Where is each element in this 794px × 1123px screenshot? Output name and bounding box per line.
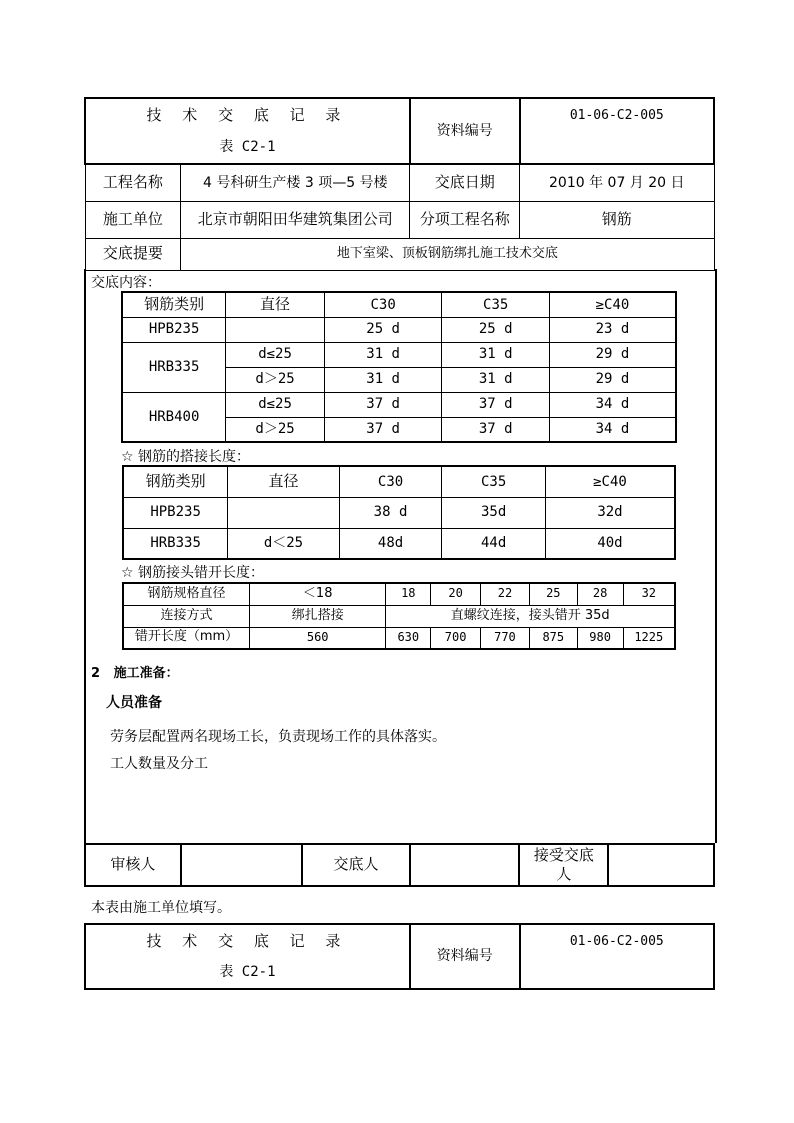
table-cell: 630 <box>386 627 431 649</box>
table-cell: 25 d <box>442 317 550 342</box>
reviewer-signature <box>181 844 303 886</box>
date-value: 2010 年 07 月 20 日 <box>520 164 714 201</box>
section2-heading: 2 施工准备： <box>91 666 179 681</box>
table-cell: d≤25 <box>226 392 325 417</box>
form-title: 技 术 交 底 记 录 <box>146 106 349 125</box>
table-cell: d＞25 <box>226 417 325 442</box>
subitem-value: 钢筋 <box>520 201 714 238</box>
table-cell: 31 d <box>442 367 550 392</box>
summary-value: 地下室梁、顶板钢筋绑扎施工技术交底 <box>181 238 714 270</box>
reviewer-label: 审核人 <box>85 844 181 886</box>
form-title-cell <box>85 924 410 989</box>
table-cell: 44d <box>442 528 546 559</box>
table-cell: 34 d <box>549 392 676 417</box>
table-cell: ＜18 <box>250 583 386 605</box>
contractor-label: 施工单位 <box>85 201 181 238</box>
project-label: 工程名称 <box>85 164 181 201</box>
table-cell: 560 <box>250 627 386 649</box>
form-title-cell <box>85 98 410 164</box>
table-row <box>122 342 676 367</box>
table-cell: 28 <box>577 583 623 605</box>
lap-heading: ☆ 钢筋的搭接长度： <box>121 449 251 465</box>
table-row <box>122 392 676 417</box>
stagger-table <box>122 582 676 650</box>
header-table-2 <box>84 923 715 990</box>
table-cell: 20 <box>431 583 481 605</box>
lap-header: 直径 <box>228 466 340 497</box>
table-cell: HPB235 <box>123 497 228 528</box>
lap-header: 钢筋类别 <box>123 466 228 497</box>
header-table <box>84 97 715 271</box>
discloser-signature <box>410 844 520 886</box>
table-cell: 绑扎搭接 <box>250 605 386 627</box>
table-cell: 40d <box>545 528 675 559</box>
content-label: 交底内容： <box>91 275 161 291</box>
doc-no-value: 01-06-C2-005 <box>520 924 714 989</box>
signature-table <box>84 843 715 887</box>
table-cell <box>228 497 340 528</box>
form-subtitle: 表 C2-1 <box>219 138 276 155</box>
receiver-label <box>519 844 608 886</box>
form-subtitle: 表 C2-1 <box>219 964 276 981</box>
table-cell: d＜25 <box>228 528 340 559</box>
section2-line2: 工人数量及分工 <box>110 756 208 772</box>
table-cell: HRB335 <box>122 342 226 392</box>
anchorage-table <box>121 291 677 443</box>
table-row <box>123 583 675 605</box>
table-cell: 钢筋规格直径 <box>123 583 250 605</box>
table-cell: 22 <box>481 583 530 605</box>
table-cell: 980 <box>577 627 623 649</box>
table-cell: 700 <box>431 627 481 649</box>
doc-no-value: 01-06-C2-005 <box>520 98 714 164</box>
table-row <box>123 497 675 528</box>
anchorage-header: 直径 <box>226 292 325 317</box>
table-cell: 18 <box>386 583 431 605</box>
table-cell: d≤25 <box>226 342 325 367</box>
table-row <box>123 528 675 559</box>
receiver-signature <box>608 844 714 886</box>
table-cell: 38 d <box>339 497 442 528</box>
lap-header: ≥C40 <box>545 466 675 497</box>
lap-header: C30 <box>339 466 442 497</box>
table-cell: 34 d <box>549 417 676 442</box>
table-row <box>122 317 676 342</box>
table-cell: 35d <box>442 497 546 528</box>
table-cell: 37 d <box>442 417 550 442</box>
table-cell: 连接方式 <box>123 605 250 627</box>
lap-header: C35 <box>442 466 546 497</box>
table-cell: HRB400 <box>122 392 226 442</box>
summary-label: 交底提要 <box>85 238 181 270</box>
table-cell: 错开长度（mm） <box>123 627 250 649</box>
footer-note: 本表由施工单位填写。 <box>91 900 231 916</box>
table-cell: 37 d <box>442 392 550 417</box>
table-cell: 48d <box>339 528 442 559</box>
table-cell: 29 d <box>549 342 676 367</box>
table-cell: 31 d <box>324 367 442 392</box>
table-cell: HRB335 <box>123 528 228 559</box>
discloser-label: 交底人 <box>302 844 410 886</box>
section2-sub: 人员准备 <box>106 695 162 711</box>
table-cell <box>226 317 325 342</box>
table-cell: 25 <box>529 583 577 605</box>
table-cell: 25 d <box>324 317 442 342</box>
table-cell: 直螺纹连接，接头错开 35d <box>386 605 675 627</box>
table-cell: 37 d <box>324 417 442 442</box>
section2-line1: 劳务层配置两名现场工长，负责现场工作的具体落实。 <box>110 729 446 745</box>
project-value: 4 号科研生产楼 3 项—5 号楼 <box>181 164 410 201</box>
contractor-value: 北京市朝阳田华建筑集团公司 <box>181 201 410 238</box>
table-cell: 31 d <box>442 342 550 367</box>
subitem-label: 分项工程名称 <box>410 201 520 238</box>
table-cell: 23 d <box>549 317 676 342</box>
table-cell: HPB235 <box>122 317 226 342</box>
table-cell: 1225 <box>623 627 675 649</box>
table-cell: 875 <box>529 627 577 649</box>
receiver-label-text: 接受交底人 <box>533 846 594 883</box>
date-label: 交底日期 <box>410 164 520 201</box>
anchorage-header: 钢筋类别 <box>122 292 226 317</box>
table-cell: d＞25 <box>226 367 325 392</box>
doc-no-label: 资料编号 <box>410 924 520 989</box>
table-cell: 32 <box>623 583 675 605</box>
table-row <box>123 627 675 649</box>
lap-table <box>122 465 676 560</box>
table-row <box>123 605 675 627</box>
table-cell: 37 d <box>324 392 442 417</box>
stagger-heading: ☆ 钢筋接头错开长度： <box>121 565 265 581</box>
anchorage-header: C35 <box>442 292 550 317</box>
table-cell: 31 d <box>324 342 442 367</box>
form-title: 技 术 交 底 记 录 <box>146 931 349 950</box>
table-cell: 32d <box>545 497 675 528</box>
anchorage-header: C30 <box>324 292 442 317</box>
table-cell: 29 d <box>549 367 676 392</box>
table-cell: 770 <box>481 627 530 649</box>
doc-no-label: 资料编号 <box>410 98 520 164</box>
anchorage-header: ≥C40 <box>549 292 676 317</box>
